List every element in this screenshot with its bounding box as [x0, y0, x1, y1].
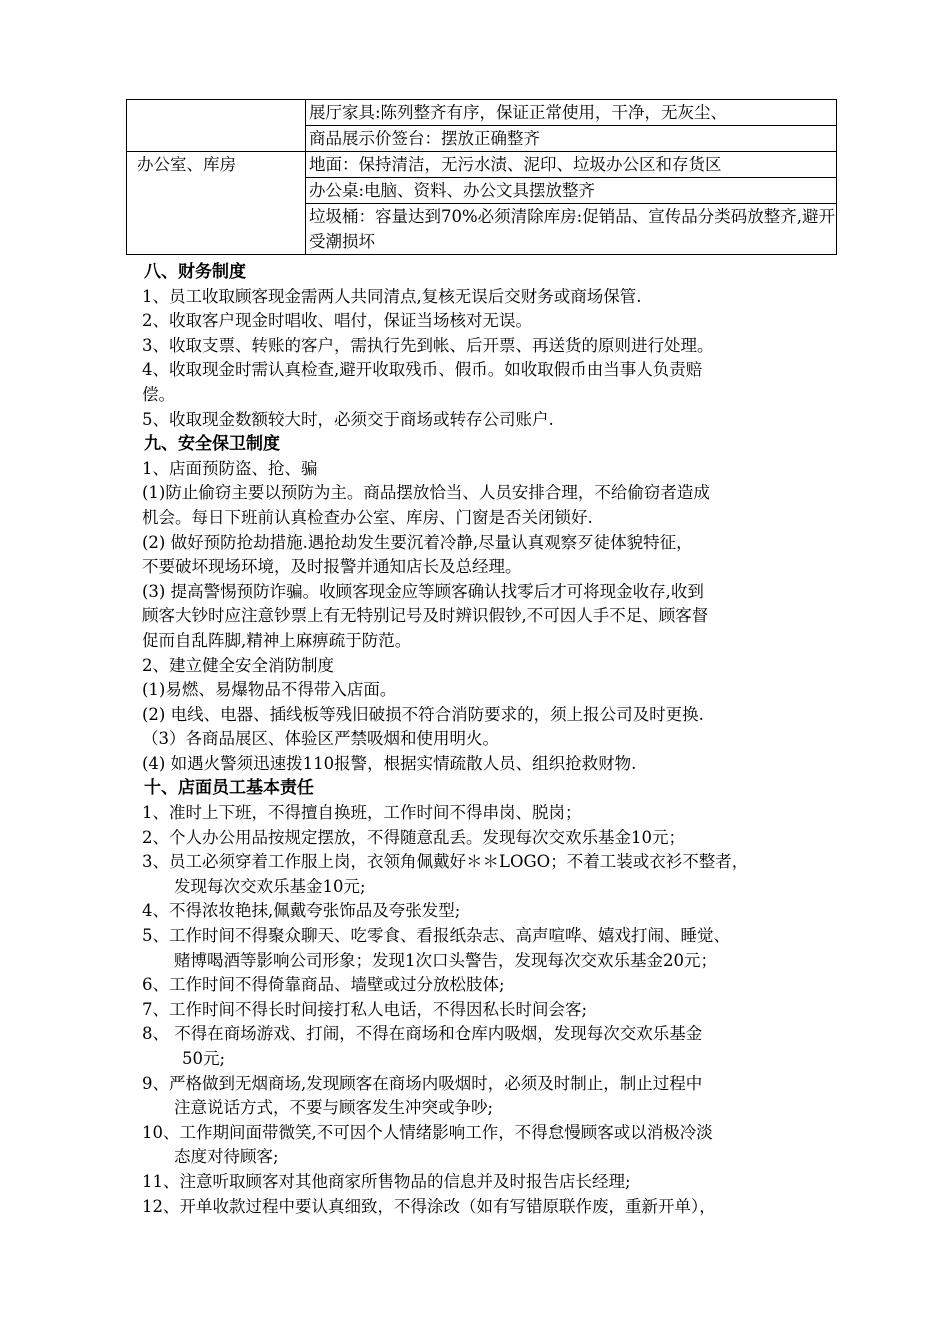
- paragraph: （3）各商品展区、体验区严禁吸烟和使用明火。: [142, 729, 499, 749]
- paragraph: 11、注意听取顾客对其他商家所售物品的信息并及时报告店长经理;: [142, 1171, 631, 1191]
- paragraph: 4、收取现金时需认真检查,避开收取残币、假币。如收取假币由当事人负责赔: [142, 360, 703, 380]
- paragraph: (2) 电线、电器、插线板等残旧破损不符合消防要求的，须上报公司及时更换.: [142, 704, 704, 724]
- table-item-cell: 垃圾桶：容量达到70%必须清除库房:促销品、宣传品分类码放整齐,避开受潮损坏: [306, 204, 837, 255]
- table-item-cell: 商品展示价签台：摆放正确整齐: [306, 126, 837, 152]
- section-heading: 十、店面员工基本责任: [144, 778, 314, 799]
- table-area-cell: 办公室、库房: [127, 152, 306, 255]
- paragraph: 机会。每日下班前认真检查办公室、库房、门窗是否关闭锁好.: [142, 507, 593, 527]
- paragraph: 8、 不得在商场游戏、打闹，不得在商场和仓库内吸烟，发现每次交欢乐基金: [142, 1024, 703, 1044]
- paragraph-continuation: 态度对待顾客;: [174, 1147, 279, 1167]
- paragraph: 4、不得浓妆艳抹,佩戴夸张饰品及夸张发型;: [142, 901, 461, 921]
- paragraph: (1)防止偷窃主要以预防为主。商品摆放恰当、人员安排合理，不给偷窃者造成: [142, 483, 710, 503]
- paragraph: 6、工作时间不得倚靠商品、墙壁或过分放松肢体;: [142, 975, 505, 995]
- paragraph: 5、工作时间不得聚众聊天、吃零食、看报纸杂志、高声喧哗、嬉戏打闹、睡觉、: [142, 926, 730, 946]
- table-item-cell: 办公桌:电脑、资料、办公文具摆放整齐: [306, 178, 837, 204]
- paragraph: 2、个人办公用品按规定摆放，不得随意乱丢。发现每次交欢乐基金10元；: [142, 827, 685, 847]
- paragraph: 1、店面预防盗、抢、骗: [142, 458, 318, 478]
- table-item-cell: 展厅家具:陈列整齐有序，保证正常使用，干净，无灰尘、: [306, 100, 837, 126]
- paragraph-continuation: 50元;: [182, 1049, 226, 1068]
- paragraph: (1)易燃、易爆物品不得带入店面。: [142, 680, 397, 700]
- paragraph: 10、工作期间面带微笑,不可因个人情绪影响工作，不得怠慢顾客或以消极冷淡: [142, 1122, 713, 1142]
- paragraph: (3) 提高警惕预防诈骗。收顾客现金应等顾客确认找零后才可将现金收存,收到: [142, 581, 704, 601]
- paragraph: 顾客大钞时应注意钞票上有无特别记号及时辨识假钞,不可因人手不足、顾客督: [142, 606, 709, 626]
- paragraph-continuation: 赌博喝酒等影响公司形象；发现1次口头警告，发现每次交欢乐基金20元；: [174, 950, 717, 970]
- table-item-cell: 地面：保持清洁，无污水渍、泥印、垃圾办公区和存货区: [306, 152, 837, 178]
- paragraph: 2、收取客户现金时唱收、唱付，保证当场核对无误。: [142, 311, 532, 331]
- paragraph: (2) 做好预防抢劫措施.遇抢劫发生要沉着冷静,尽量认真观察歹徒体貌特征，: [142, 532, 693, 552]
- paragraph: 5、收取现金数额较大时，必须交于商场或转存公司账户.: [142, 409, 554, 429]
- table-row: [127, 152, 837, 178]
- paragraph: 2、建立健全安全消防制度: [142, 655, 334, 675]
- section-heading: 八、财务制度: [144, 262, 246, 282]
- table-row: [127, 100, 837, 126]
- paragraph: 9、严格做到无烟商场,发现顾客在商场内吸烟时，必须及时制止，制止过程中: [142, 1073, 703, 1093]
- paragraph: 偿。: [142, 384, 175, 404]
- paragraph: 3、收取支票、转账的客户，需执行先到帐、后开票、再送货的原则进行处理。: [142, 335, 714, 355]
- document-body: [126, 260, 841, 1219]
- paragraph: 1、员工收取顾客现金需两人共同清点,复核无误后交财务或商场保管.: [142, 286, 642, 306]
- section-heading: 九、安全保卫制度: [144, 434, 280, 455]
- paragraph: 12、开单收款过程中要认真细致，不得涂改（如有写错原联作废，重新开单），: [142, 1196, 716, 1216]
- paragraph-continuation: 注意说话方式，不要与顾客发生冲突或争吵;: [174, 1098, 494, 1118]
- maintenance-table: [126, 99, 837, 255]
- paragraph: 不要破坏现场环境，及时报警并通知店长及总经理。: [142, 557, 522, 577]
- paragraph-continuation: 发现每次交欢乐基金10元;: [174, 876, 366, 896]
- paragraph: 7、工作时间不得长时间接打私人电话，不得因私长时间会客;: [142, 999, 588, 1019]
- paragraph: 3、员工必须穿着工作服上岗，衣领角佩戴好＊＊LOGO；不着工装或衣衫不整者，: [142, 852, 749, 872]
- paragraph: (4) 如遇火警须迅速拨110报警，根据实情疏散人员、组织抢救财物.: [142, 753, 637, 773]
- table-area-cell: [127, 100, 306, 152]
- paragraph: 1、准时上下班，不得擅自换班，工作时间不得串岗、脱岗；: [142, 803, 582, 823]
- paragraph: 促而自乱阵脚,精神上麻痹疏于防范。: [142, 630, 412, 650]
